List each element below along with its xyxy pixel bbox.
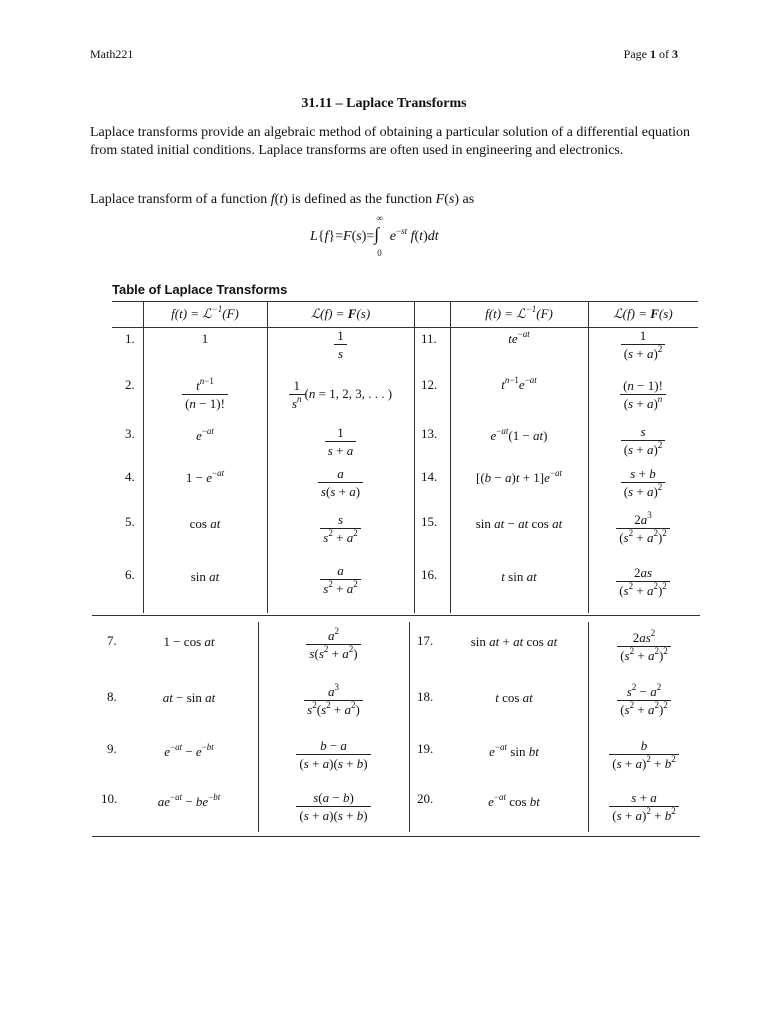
row-number: 8. xyxy=(107,689,117,704)
definition-text: Laplace transform of a function f(t) is defined as the function F(s) as xyxy=(90,192,475,207)
table-title: Table of Laplace Transforms xyxy=(112,282,288,297)
table-top-rule xyxy=(112,301,698,302)
F-formula: $\frac{s}{(s + a)^2}$ xyxy=(588,424,698,458)
col-divider xyxy=(450,301,451,613)
F-formula: $\frac{s}{s^2 + a^2}$ xyxy=(267,512,414,546)
f-formula: $e^{-at}$ sin bt xyxy=(489,742,539,759)
F-formula: $\frac{b - a}{(s + a)(s + b)}$ xyxy=(258,738,409,772)
row-number: 9. xyxy=(107,741,117,756)
row-number: 13. xyxy=(421,426,438,441)
f-formula: sin at xyxy=(190,569,220,584)
F-formula: $\frac{1}{s^n}$ (n = 1, 2, 3, . . . ) xyxy=(267,378,414,412)
f-formula: 1 xyxy=(201,331,209,346)
page-total: 3 xyxy=(672,47,678,61)
row-number: 20. xyxy=(417,791,434,806)
F-formula: $\frac{1}{s}$ xyxy=(267,328,414,362)
F-formula: $\frac{2a^3}{(s^2 + a^2)^2}$ xyxy=(588,512,698,546)
col-divider xyxy=(143,301,144,613)
row-number: 5. xyxy=(125,514,135,529)
col-header-F: ℒ(f) = F(s) xyxy=(310,306,371,321)
row-number: 3. xyxy=(125,426,135,441)
F-formula: $\frac{1}{s + a}$ xyxy=(267,425,414,459)
doc-course-label: Math221 xyxy=(90,47,134,61)
row-number: 16. xyxy=(421,567,438,582)
f-formula: 1 − cos at xyxy=(163,634,215,649)
page-indicator xyxy=(624,47,678,62)
row-number: 18. xyxy=(417,689,434,704)
f-formula: $\frac{t^{n-1}}{(n - 1)!}$ xyxy=(143,378,267,412)
f-formula: cos at xyxy=(189,516,221,531)
page-prefix: Page xyxy=(623,47,650,61)
f-formula: $e^{-at}$ xyxy=(196,426,214,443)
row-number: 10. xyxy=(101,791,118,806)
F-formula: $\frac{s + b}{(s + a)^2}$ xyxy=(588,466,698,500)
col-divider xyxy=(414,301,415,613)
f-formula: sin at − at cos at xyxy=(475,516,563,531)
F-formula: $\frac{s(a - b)}{(s + a)(s + b)}$ xyxy=(258,790,409,824)
col-divider xyxy=(409,622,410,832)
F-formula: $\frac{1}{(s + a)^2}$ xyxy=(588,328,698,362)
page-number: 1 xyxy=(650,47,656,61)
row-number: 2. xyxy=(125,377,135,392)
row-number: 17. xyxy=(417,633,434,648)
page-title: 31.11 – Laplace Transforms xyxy=(301,96,467,111)
f-formula: t sin at xyxy=(501,569,537,584)
row-number: 11. xyxy=(421,331,437,346)
F-formula: $\frac{s^2 - a^2}{(s^2 + a^2)^2}$ xyxy=(588,684,700,718)
F-formula: $\frac{b}{(s + a)^2 + b^2}$ xyxy=(588,738,700,772)
row-number: 6. xyxy=(125,567,135,582)
intro-paragraph: Laplace transforms provide an algebraic method of obtaining a particular solution of a differential equation from stated initial conditions. Laplace transforms are often used in engineering and electronics. xyxy=(90,125,690,158)
col-header-F: ℒ(f) = F(s) xyxy=(613,306,673,321)
row-number: 15. xyxy=(421,514,438,529)
f-formula: sin at + at cos at xyxy=(470,634,558,649)
f-formula: at − sin at xyxy=(162,690,216,705)
row-number: 14. xyxy=(421,469,438,484)
row-number: 7. xyxy=(107,633,117,648)
f-formula: $[(b - a)t + 1]e^{-at}$ xyxy=(475,468,563,485)
f-formula: $ae^{-at} - be^{-bt}$ xyxy=(157,792,221,809)
F-formula: $\frac{2as}{(s^2 + a^2)^2}$ xyxy=(588,565,698,599)
F-formula: $\frac{a}{s^2 + a^2}$ xyxy=(267,563,414,597)
table-bottom-rule xyxy=(92,836,700,837)
F-formula: $\frac{a^2}{s(s^2 + a^2)}$ xyxy=(258,628,409,662)
F-formula: $\frac{a^3}{s^2(s^2 + a^2)}$ xyxy=(258,684,409,718)
f-formula: $e^{-at}(1 - at)$ xyxy=(490,426,548,443)
row-number: 4. xyxy=(125,469,135,484)
F-formula: $\frac{(n - 1)!}{(s + a)^n}$ xyxy=(588,378,698,412)
f-formula: $e^{-at}$ cos bt xyxy=(488,792,540,809)
page-mid: of xyxy=(656,47,672,61)
row-number: 19. xyxy=(417,741,434,756)
f-formula: $te^{-at}$ xyxy=(508,329,530,346)
F-formula: $\frac{a}{s(s + a)}$ xyxy=(267,466,414,500)
f-formula: $e^{-at} - e^{-bt}$ xyxy=(164,742,214,759)
F-formula: $\frac{2as^2}{(s^2 + a^2)^2}$ xyxy=(588,630,700,664)
f-formula: $t^{n-1}e^{-at}$ xyxy=(501,375,537,392)
f-formula: t cos at xyxy=(495,690,533,705)
row-number: 12. xyxy=(421,377,438,392)
F-formula: $\frac{s + a}{(s + a)^2 + b^2}$ xyxy=(588,790,700,824)
col-header-f: f(t) = ℒ$^{-1}$(F) xyxy=(485,304,553,321)
definition-formula: L{f}=F(s)=∫ ∞ 0 $e^{-st}$ f(t)dt xyxy=(310,213,439,258)
col-header-f: f(t) = ℒ$^{-1}$(F) xyxy=(171,304,239,321)
section-divider xyxy=(92,615,700,616)
row-number: 1. xyxy=(125,331,135,346)
f-formula: $1 - e^{-at}$ xyxy=(185,468,225,485)
